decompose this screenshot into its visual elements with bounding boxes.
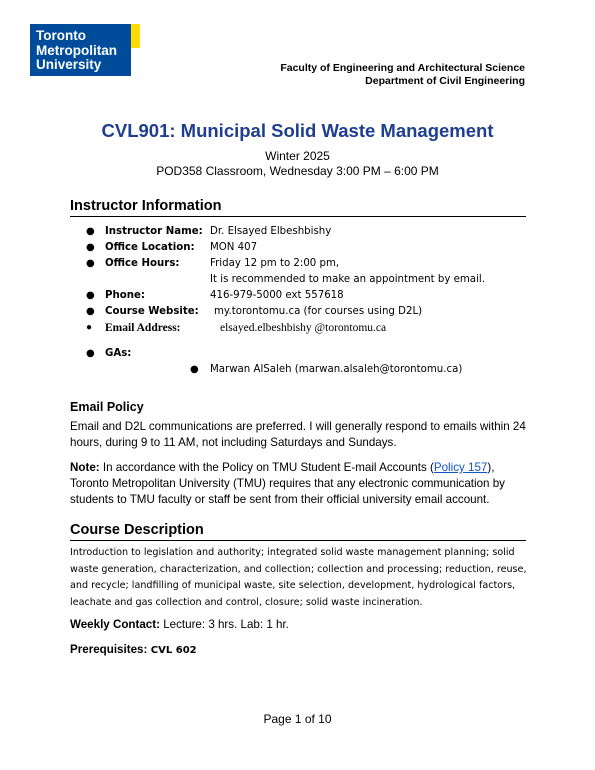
course-title: CVL901: Municipal Solid Waste Management bbox=[101, 120, 494, 141]
office-hours-label: Office Hours: bbox=[105, 258, 180, 269]
faculty-block bbox=[280, 62, 525, 88]
email-address-value: elsayed.elbeshbishy @torontomu.ca bbox=[220, 322, 387, 334]
office-location-label: Office Location: bbox=[105, 242, 195, 253]
instructor-name-value: Dr. Elsayed Elbeshbishy bbox=[210, 226, 332, 237]
bullet-icon: ● bbox=[86, 306, 95, 317]
course-description-heading: Course Description bbox=[70, 522, 526, 541]
logo-line-2: Metropolitan bbox=[36, 42, 117, 58]
logo-wordmark bbox=[30, 24, 131, 76]
office-hours-value: Friday 12 pm to 2:00 pm, bbox=[210, 258, 340, 269]
phone-value: 416-979-5000 ext 557618 bbox=[210, 290, 344, 301]
email-address-label: Email Address: bbox=[105, 322, 181, 334]
note-text-before: In accordance with the Policy on TMU Student E-mail Accounts ( bbox=[99, 461, 434, 474]
email-policy-heading: Email Policy bbox=[70, 400, 144, 414]
university-logo bbox=[30, 24, 140, 76]
logo-line-1: Toronto bbox=[36, 28, 86, 43]
department-name: Department of Civil Engineering bbox=[365, 75, 525, 87]
faculty-name: Faculty of Engineering and Architectural Science bbox=[280, 62, 525, 74]
note-text-after: ), Toronto Metropolitan University (TMU) requires that any electronic communication by students to TMU faculty or staff be sent from their official university email account. bbox=[70, 461, 505, 506]
course-location: POD358 Classroom, Wednesday 3:00 PM – 6:00 PM bbox=[156, 164, 439, 178]
weekly-contact-label: Weekly Contact: bbox=[70, 618, 160, 631]
instructor-name-label: Instructor Name: bbox=[105, 226, 203, 237]
office-hours-note: It is recommended to make an appointment by email. bbox=[210, 274, 485, 285]
logo-line-3: University bbox=[36, 57, 102, 72]
bullet-icon: ● bbox=[86, 290, 95, 301]
office-location-value: MON 407 bbox=[210, 242, 258, 253]
ga-entry: Marwan AlSaleh (marwan.alsaleh@torontomu.ca) bbox=[210, 364, 463, 375]
prerequisites bbox=[70, 642, 530, 659]
bullet-icon: ● bbox=[86, 226, 95, 237]
logo-accent bbox=[131, 24, 140, 48]
weekly-contact-value: Lecture: 3 hrs. Lab: 1 hr. bbox=[159, 618, 289, 631]
policy-157-link[interactable]: Policy 157 bbox=[433, 461, 488, 474]
bullet-icon: ● bbox=[86, 348, 95, 359]
note-label: Note: bbox=[70, 461, 100, 474]
prerequisites-label: Prerequisites: bbox=[70, 643, 148, 656]
course-description-text: Introduction to legislation and authority; integrated solid waste management planning; solid waste generation, characterization, and collection; collection and processing; reduction, reuse, and recycle; landfilling of municipal waste, site selection, development, hydrological factors, leachate and gas collection and control, closure; solid waste incineration. bbox=[70, 547, 527, 608]
gas-label: GAs: bbox=[105, 348, 132, 359]
instructor-heading: Instructor Information bbox=[70, 198, 526, 217]
course-website-label: Course Website: bbox=[105, 306, 199, 317]
bullet-icon: ● bbox=[190, 364, 199, 375]
page-number: Page 1 of 10 bbox=[263, 712, 332, 726]
bullet-icon: ● bbox=[86, 242, 95, 253]
weekly-contact bbox=[70, 617, 530, 633]
phone-label: Phone: bbox=[105, 290, 145, 301]
prerequisites-value: CVL 602 bbox=[147, 645, 197, 656]
email-policy-note bbox=[70, 460, 530, 508]
bullet-icon: ● bbox=[86, 322, 93, 333]
course-website-value: my.torontomu.ca (for courses using D2L) bbox=[214, 306, 423, 317]
bullet-icon: ● bbox=[86, 258, 95, 269]
course-term: Winter 2025 bbox=[265, 149, 330, 163]
email-policy-text: Email and D2L communications are preferred. I will generally respond to emails within 24 hours, during 9 to 11 AM, not including Saturdays and Sundays. bbox=[70, 420, 526, 449]
